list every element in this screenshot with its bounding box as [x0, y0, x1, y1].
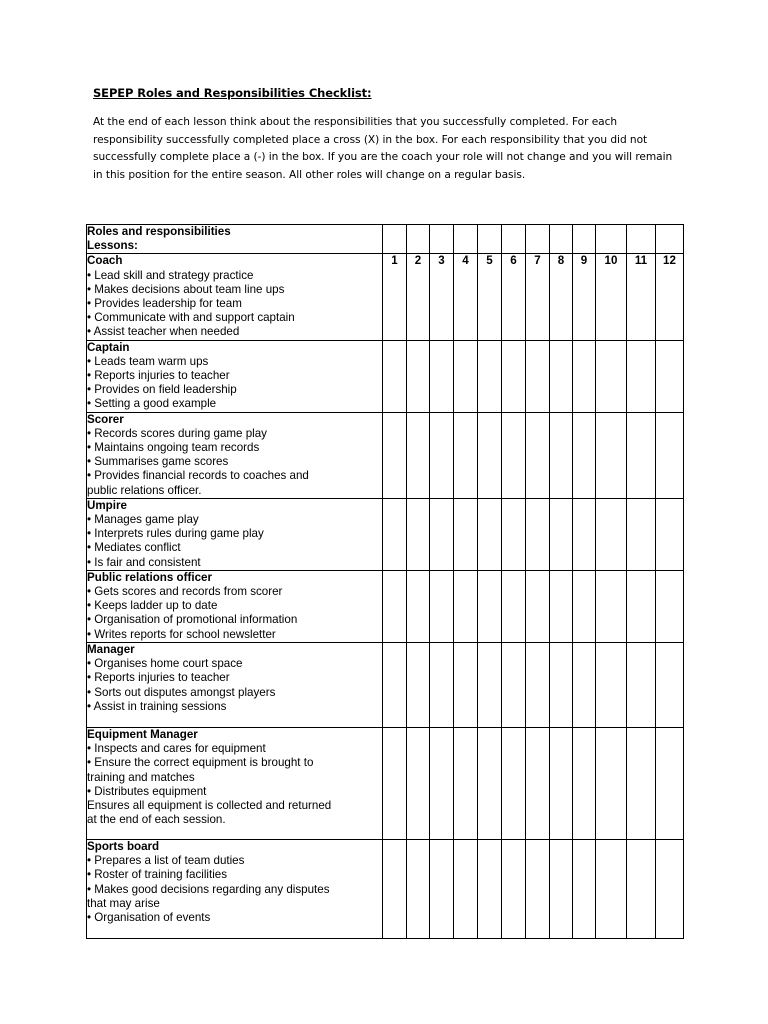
role-cell — [87, 498, 383, 570]
checkbox-cell[interactable] — [656, 727, 684, 839]
checkbox-cell[interactable] — [550, 727, 573, 839]
checkbox-cell[interactable] — [573, 839, 596, 938]
table-row — [87, 642, 684, 727]
checkbox-cell[interactable] — [502, 642, 526, 727]
checkbox-cell[interactable] — [596, 642, 627, 727]
header-title: Roles and responsibilities — [87, 225, 231, 238]
responsibility-item: • Manages game play — [87, 513, 199, 527]
checkbox-cell[interactable] — [430, 727, 454, 839]
checkbox-cell[interactable] — [430, 498, 454, 570]
checkbox-cell[interactable] — [627, 839, 656, 938]
checkbox-cell[interactable] — [656, 570, 684, 642]
role-cell — [87, 254, 383, 340]
checkbox-cell[interactable] — [502, 570, 526, 642]
checkbox-cell[interactable] — [573, 570, 596, 642]
responsibility-item: • Organisation of events — [87, 910, 211, 924]
checkbox-cell[interactable] — [627, 498, 656, 570]
checkbox-cell[interactable] — [383, 340, 407, 412]
responsibility-item: • Makes good decisions regarding any disputes — [87, 882, 330, 896]
checkbox-cell[interactable] — [454, 340, 478, 412]
header-empty-cell — [550, 225, 573, 254]
responsibility-item: that may arise — [87, 896, 160, 910]
header-empty-cell — [573, 225, 596, 254]
checkbox-cell[interactable] — [550, 340, 573, 412]
role-name: Scorer — [87, 412, 124, 426]
responsibility-item: • Roster of training facilities — [87, 868, 228, 882]
checkbox-cell[interactable] — [596, 340, 627, 412]
checkbox-cell[interactable] — [478, 498, 502, 570]
checkbox-cell[interactable] — [550, 498, 573, 570]
checkbox-cell[interactable] — [407, 340, 430, 412]
lesson-number-cell: 11 — [627, 254, 656, 340]
checkbox-cell[interactable] — [573, 727, 596, 839]
lesson-number-cell: 10 — [596, 254, 627, 340]
header-empty-cell — [526, 225, 550, 254]
responsibility-item: • Gets scores and records from scorer — [87, 585, 283, 599]
responsibility-item: • Sorts out disputes amongst players — [87, 685, 276, 699]
responsibility-item: • Summarises game scores — [87, 455, 229, 469]
checkbox-cell[interactable] — [656, 839, 684, 938]
checkbox-cell[interactable] — [550, 412, 573, 498]
role-name: Equipment Manager — [87, 727, 198, 741]
checkbox-cell[interactable] — [596, 570, 627, 642]
lesson-number-cell: 3 — [430, 254, 454, 340]
header-cell — [87, 225, 383, 254]
checkbox-cell[interactable] — [550, 570, 573, 642]
lesson-number-cell: 9 — [573, 254, 596, 340]
header-empty-cell — [502, 225, 526, 254]
checkbox-cell[interactable] — [430, 839, 454, 938]
role-name: Captain — [87, 340, 130, 354]
responsibility-item: • Setting a good example — [87, 397, 217, 411]
checkbox-cell[interactable] — [573, 412, 596, 498]
checkbox-cell[interactable] — [526, 727, 550, 839]
checkbox-cell[interactable] — [627, 570, 656, 642]
checkbox-cell[interactable] — [407, 839, 430, 938]
responsibility-item: • Prepares a list of team duties — [87, 854, 245, 868]
role-cell — [87, 340, 383, 412]
checkbox-cell[interactable] — [383, 412, 407, 498]
responsibility-item: • Inspects and cares for equipment — [87, 742, 266, 756]
header-empty-cell — [627, 225, 656, 254]
responsibility-item: • Reports injuries to teacher — [87, 369, 230, 383]
checkbox-cell[interactable] — [478, 642, 502, 727]
header-empty-cell — [454, 225, 478, 254]
checkbox-cell[interactable] — [454, 839, 478, 938]
responsibility-item: • Communicate with and support captain — [87, 311, 295, 325]
checkbox-cell[interactable] — [627, 727, 656, 839]
responsibility-item: • Organisation of promotional information — [87, 613, 298, 627]
role-cell — [87, 839, 383, 938]
checkbox-cell[interactable] — [478, 727, 502, 839]
checkbox-cell[interactable] — [596, 498, 627, 570]
checkbox-cell[interactable] — [656, 340, 684, 412]
checkbox-cell[interactable] — [550, 839, 573, 938]
page-title: SEPEP Roles and Responsibilities Checklist: — [93, 86, 372, 100]
role-cell — [87, 727, 383, 839]
responsibility-item: • Provides financial records to coaches and — [87, 469, 309, 483]
lesson-number-cell: 12 — [656, 254, 684, 340]
lesson-number-cell: 7 — [526, 254, 550, 340]
lesson-number-cell: 1 — [383, 254, 407, 340]
checkbox-cell[interactable] — [573, 498, 596, 570]
responsibility-item: • Leads team warm ups — [87, 354, 209, 368]
responsibility-item: • Provides on field leadership — [87, 383, 237, 397]
responsibility-item: • Distributes equipment — [87, 784, 207, 798]
intro-line: in this position for the entire season. All other roles will change on a regular basis. — [93, 168, 526, 181]
lesson-number-cell: 6 — [502, 254, 526, 340]
table-row — [87, 340, 684, 412]
checkbox-cell[interactable] — [573, 642, 596, 727]
header-empty-cell — [596, 225, 627, 254]
checkbox-cell[interactable] — [596, 727, 627, 839]
checkbox-cell[interactable] — [526, 412, 550, 498]
checkbox-cell[interactable] — [627, 340, 656, 412]
role-name: Manager — [87, 642, 135, 656]
checkbox-cell[interactable] — [454, 412, 478, 498]
checkbox-cell[interactable] — [383, 727, 407, 839]
responsibility-item: • Provides leadership for team — [87, 297, 242, 311]
intro-line: successfully complete place a (-) in the box. If you are the coach your role will not change and you will remain — [93, 151, 673, 164]
checkbox-cell[interactable] — [656, 498, 684, 570]
checkbox-cell[interactable] — [627, 642, 656, 727]
responsibility-item: • Assist in training sessions — [87, 699, 227, 713]
checkbox-cell[interactable] — [526, 498, 550, 570]
checkbox-cell[interactable] — [407, 727, 430, 839]
lesson-number-cell: 2 — [407, 254, 430, 340]
checkbox-cell[interactable] — [502, 412, 526, 498]
responsibility-item: • Ensure the correct equipment is brought to — [87, 756, 314, 770]
checkbox-cell[interactable] — [407, 570, 430, 642]
checkbox-cell[interactable] — [656, 642, 684, 727]
checkbox-cell[interactable] — [502, 340, 526, 412]
table-row — [87, 839, 684, 938]
checkbox-cell[interactable] — [502, 839, 526, 938]
checkbox-cell[interactable] — [596, 412, 627, 498]
responsibility-item: • Assist teacher when needed — [87, 325, 240, 339]
responsibility-item: Ensures all equipment is collected and returned — [87, 798, 332, 812]
checkbox-cell[interactable] — [478, 570, 502, 642]
checkbox-cell[interactable] — [526, 570, 550, 642]
checkbox-cell[interactable] — [627, 412, 656, 498]
responsibility-item: • Interprets rules during game play — [87, 527, 264, 541]
checkbox-cell[interactable] — [383, 570, 407, 642]
role-name: Coach — [87, 254, 123, 268]
lesson-number-cell: 5 — [478, 254, 502, 340]
checkbox-cell[interactable] — [407, 412, 430, 498]
table-row — [87, 412, 684, 498]
checkbox-cell[interactable] — [407, 498, 430, 570]
responsibility-item: training and matches — [87, 770, 195, 784]
responsibility-item: • Reports injuries to teacher — [87, 671, 230, 685]
role-cell — [87, 642, 383, 727]
checkbox-cell[interactable] — [526, 340, 550, 412]
checkbox-cell[interactable] — [430, 340, 454, 412]
table-row — [87, 727, 684, 839]
checkbox-cell[interactable] — [478, 412, 502, 498]
responsibility-item: • Maintains ongoing team records — [87, 441, 260, 455]
header-empty-cell — [407, 225, 430, 254]
header-empty-cell — [478, 225, 502, 254]
responsibility-item: • Is fair and consistent — [87, 555, 201, 569]
responsibility-item: • Makes decisions about team line ups — [87, 282, 285, 296]
checkbox-cell[interactable] — [454, 642, 478, 727]
checkbox-cell[interactable] — [383, 642, 407, 727]
checkbox-cell[interactable] — [383, 839, 407, 938]
checkbox-cell[interactable] — [430, 642, 454, 727]
intro-line: At the end of each lesson think about the responsibilities that you successfully completed. For each — [93, 116, 618, 128]
lesson-number-cell: 8 — [550, 254, 573, 340]
header-empty-cell — [383, 225, 407, 254]
checkbox-cell[interactable] — [573, 340, 596, 412]
checkbox-cell[interactable] — [526, 839, 550, 938]
table-row — [87, 570, 684, 642]
checkbox-cell[interactable] — [526, 642, 550, 727]
intro-paragraph — [93, 114, 693, 184]
checkbox-cell[interactable] — [407, 642, 430, 727]
checkbox-cell[interactable] — [383, 498, 407, 570]
responsibility-item: public relations officer. — [87, 483, 202, 497]
table-header-row — [87, 225, 684, 254]
checkbox-cell[interactable] — [502, 727, 526, 839]
role-name: Umpire — [87, 498, 127, 512]
role-name: Public relations officer — [87, 570, 212, 584]
header-empty-cell — [656, 225, 684, 254]
table-row — [87, 498, 684, 570]
responsibility-item: • Writes reports for school newsletter — [87, 627, 276, 641]
roles-checklist-table — [86, 224, 684, 939]
role-cell — [87, 570, 383, 642]
checkbox-cell[interactable] — [502, 498, 526, 570]
checkbox-cell[interactable] — [454, 727, 478, 839]
lesson-number-cell: 4 — [454, 254, 478, 340]
checkbox-cell[interactable] — [430, 412, 454, 498]
table-row — [87, 254, 684, 340]
checkbox-cell[interactable] — [550, 642, 573, 727]
checkbox-cell[interactable] — [454, 570, 478, 642]
checkbox-cell[interactable] — [478, 340, 502, 412]
responsibility-item: • Mediates conflict — [87, 541, 181, 555]
responsibility-item: at the end of each session. — [87, 813, 226, 827]
checkbox-cell[interactable] — [596, 839, 627, 938]
checkbox-cell[interactable] — [430, 570, 454, 642]
header-empty-cell — [430, 225, 454, 254]
intro-line: responsibility successfully completed place a cross (X) in the box. For each responsibility that you did not — [93, 133, 648, 146]
responsibility-item: • Records scores during game play — [87, 426, 267, 440]
role-cell — [87, 412, 383, 498]
responsibility-item: • Lead skill and strategy practice — [87, 268, 254, 282]
checkbox-cell[interactable] — [656, 412, 684, 498]
checkbox-cell[interactable] — [454, 498, 478, 570]
checkbox-cell[interactable] — [478, 839, 502, 938]
header-lessons-label: Lessons: — [87, 239, 138, 253]
responsibility-item: • Keeps ladder up to date — [87, 599, 218, 613]
responsibility-item: • Organises home court space — [87, 657, 243, 671]
role-name: Sports board — [87, 839, 160, 853]
